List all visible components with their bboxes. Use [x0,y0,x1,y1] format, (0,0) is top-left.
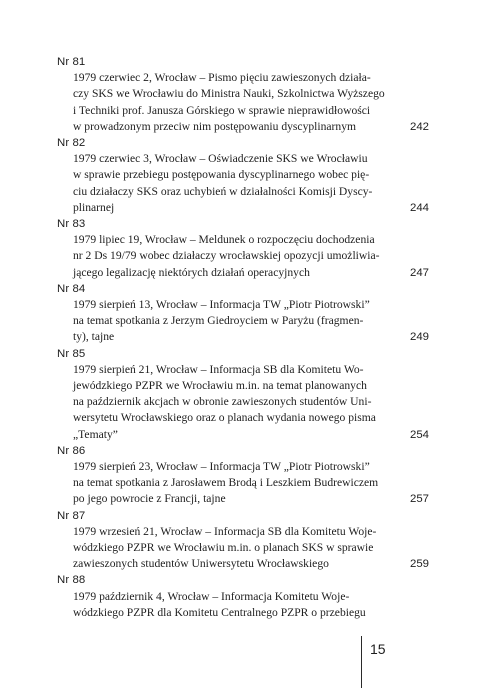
document-description [73,297,429,346]
page-reference: 249 [409,331,429,344]
description-line: 1979 czerwiec 2, Wrocław – Pismo pięciu zawieszonych działa- [73,71,371,85]
table-of-contents [57,54,429,621]
page-reference: 257 [409,493,429,506]
document-description [73,589,429,621]
footer-divider [361,636,362,688]
toc-entry [57,216,429,281]
document-number: Nr 83 [57,218,86,230]
description-line: na temat spotkania z Jerzym Giedroyciem w Paryżu (fragmen- [73,314,364,328]
description-line: 1979 lipiec 19, Wrocław – Meldunek o rozpoczęciu dochodzenia [73,233,375,247]
description-line: i Techniki prof. Janusza Górskiego w sprawie nieprawidłowości [73,103,371,117]
description-line: na październik akcjach w obronie zawieszonych studentów Uni- [73,395,372,409]
description-line: nr 2 Ds 19/79 wobec działaczy wrocławskiej opozycji umożliwia- [73,249,380,263]
description-line: czy SKS we Wrocławiu do Ministra Nauki, Szkolnictwa Wyższego [73,87,385,101]
description-line: ciu działaczy SKS oraz uchybień w działalności Komisji Dyscy- [73,184,373,198]
description-line: wódzkiego PZPR dla Komitetu Centralnego PZPR o przebiegu [73,605,366,619]
toc-entry [57,54,429,135]
description-line: jącego legalizację niektórych działań operacyjnych [73,265,310,279]
toc-entry [57,508,429,573]
document-description [73,459,429,508]
document-number: Nr 85 [57,347,86,360]
document-number: Nr 82 [57,137,86,149]
toc-entry [57,572,429,621]
page-reference: 242 [409,120,429,133]
description-line: wersytetu Wrocławskiego oraz o planach wydania nowego pisma [73,411,376,425]
toc-entry [57,281,429,346]
page-reference: 247 [409,266,429,279]
description-line: 1979 sierpień 21, Wrocław – Informacja SB dla Komitetu Wo- [73,362,364,376]
description-line: wódzkiego PZPR we Wrocławiu m.in. o planach SKS w sprawie [73,540,374,554]
description-line: 1979 sierpień 13, Wrocław – Informacja TW „Piotr Piotrowski” [73,297,370,311]
description-line: „Tematy” [73,427,118,441]
page-reference: 259 [409,558,429,571]
page-reference: 254 [409,428,429,441]
document-number: Nr 87 [57,509,86,522]
description-line: jewódzkiego PZPR we Wrocławiu m.in. na temat planowanych [73,378,367,392]
description-line: w prowadzonym przeciw nim postępowaniu dyscyplinarnym [73,119,357,133]
description-line: ty), tajne [73,330,115,344]
description-line: 1979 sierpień 23, Wrocław – Informacja TW „Piotr Piotrowski” [73,459,370,473]
description-line: 1979 wrzesień 21, Wrocław – Informacja SB dla Komitetu Woje- [73,524,377,538]
toc-entry [57,346,429,443]
toc-entry [57,135,429,216]
description-line: w sprawie przebiegu postępowania dyscyplinarnego wobec pię- [73,168,370,182]
page-reference: 244 [409,201,429,214]
description-line: 1979 październik 4, Wrocław – Informacja Komitetu Woje- [73,589,350,603]
description-line: plinarnej [73,200,115,214]
document-description [73,524,429,573]
page-number: 15 [370,641,386,657]
toc-entry [57,443,429,508]
document-number: Nr 88 [57,574,86,587]
document-number: Nr 84 [57,282,86,295]
document-number: Nr 81 [57,56,86,68]
description-line: po jego powrocie z Francji, tajne [73,492,226,506]
description-line: na temat spotkania z Jarosławem Brodą i Leszkiem Budrewiczem [73,476,379,490]
document-description [73,362,429,443]
document-description [73,151,429,216]
document-number: Nr 86 [57,444,86,457]
description-line: zawieszonych studentów Uniwersytetu Wrocławskiego [73,557,329,571]
document-description [73,70,429,135]
description-line: 1979 czerwiec 3, Wrocław – Oświadczenie SKS we Wrocławiu [73,152,368,166]
document-description [73,232,429,281]
